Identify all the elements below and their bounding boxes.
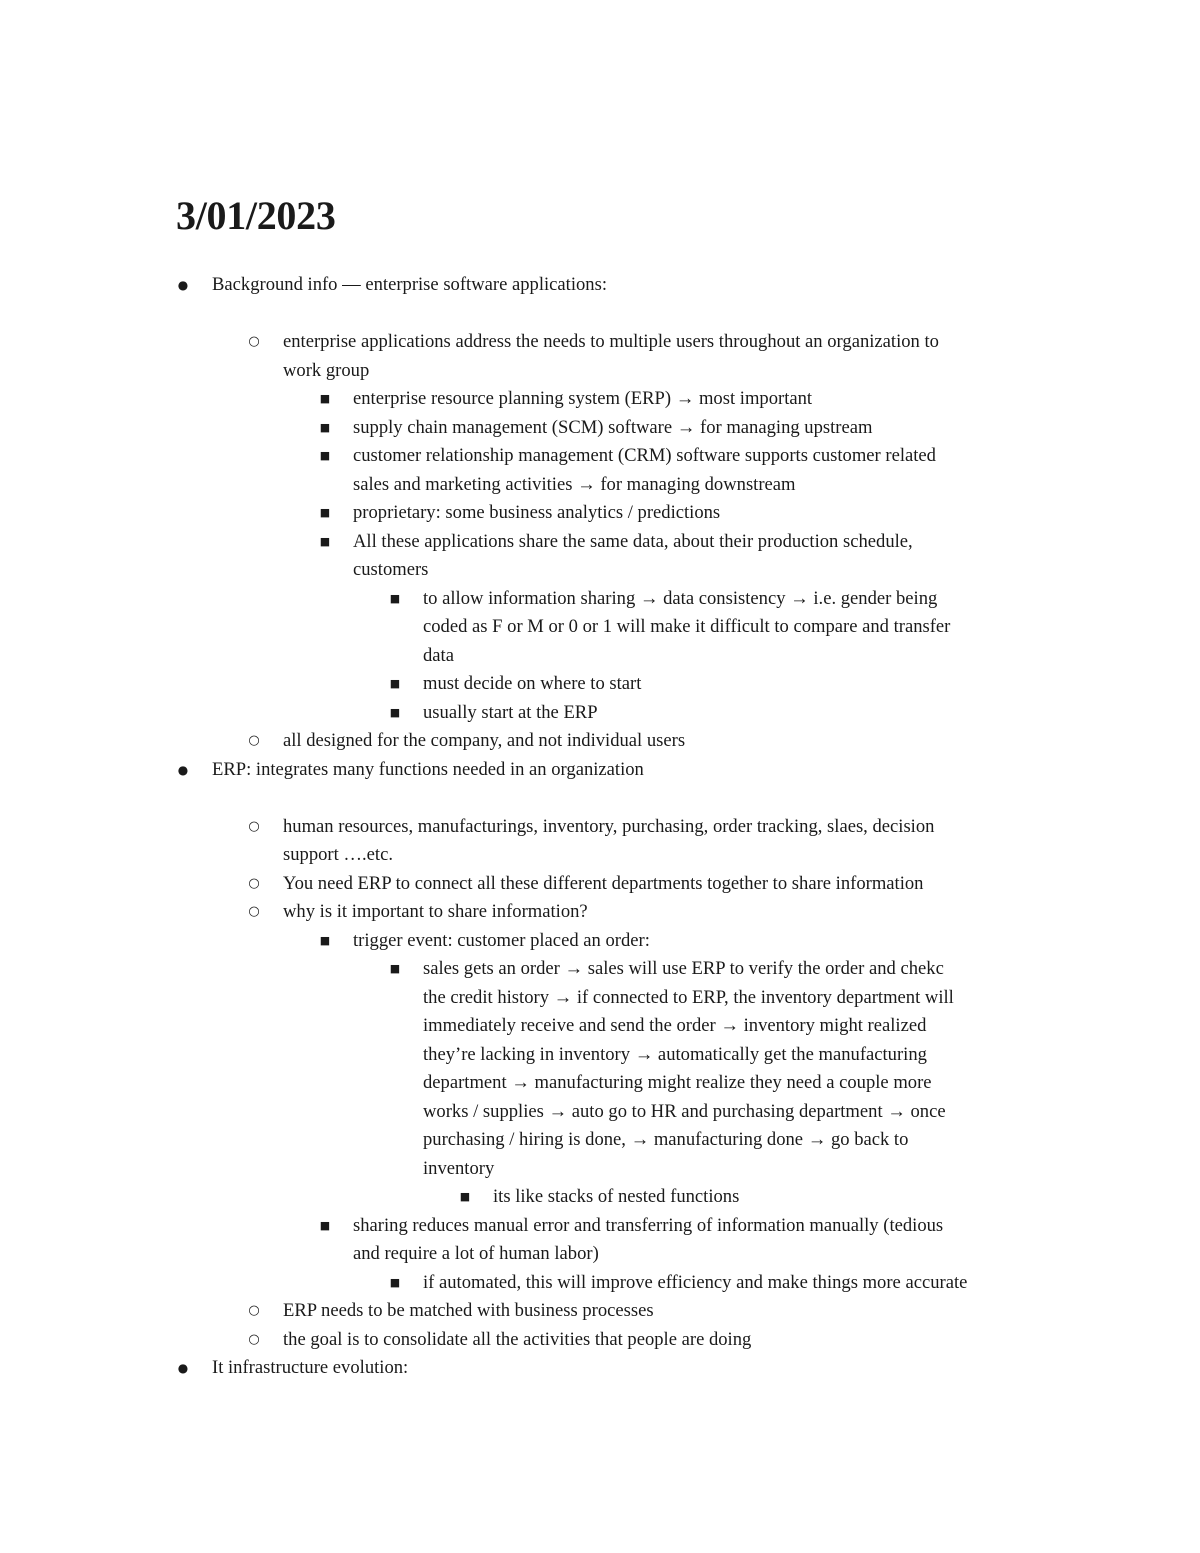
square-bullet-icon: ■ — [319, 933, 331, 947]
list-item-text: usually start at the ERP — [423, 701, 598, 723]
list-item — [0, 870, 1200, 899]
list-item — [0, 898, 1200, 927]
list-item-text: customer relationship management (CRM) software supports customer related — [353, 445, 936, 466]
list-item-text: if automated, this will improve efficiency and make things more accurate — [423, 1271, 968, 1293]
square-bullet-icon: ■ — [319, 420, 331, 434]
list-item-text: immediately receive and send the order → inventory might realized — [423, 1015, 927, 1036]
list-item — [0, 670, 1200, 699]
list-item — [0, 756, 1200, 785]
square-bullet-icon: ■ — [319, 449, 331, 462]
list-item-text: its like stacks of nested functions — [493, 1186, 740, 1207]
list-item — [0, 699, 1200, 728]
list-item — [0, 357, 1200, 386]
list-item — [0, 271, 1200, 300]
list-item-text: data — [423, 644, 454, 666]
list-item — [0, 1041, 1200, 1070]
list-item — [0, 328, 1200, 357]
list-item-text: all designed for the company, and not individual users — [283, 730, 686, 751]
blank-line — [0, 300, 1200, 329]
square-bullet-icon: ■ — [319, 1218, 331, 1232]
list-item-text: proprietary: some business analytics / predictions — [353, 502, 721, 523]
list-item — [0, 1269, 1200, 1298]
list-item — [0, 613, 1200, 642]
circle-bullet-icon: ○ — [248, 818, 260, 834]
list-item-text: ERP: integrates many functions needed in an organization — [212, 758, 644, 780]
square-bullet-icon: ■ — [459, 1190, 471, 1203]
list-item — [0, 1297, 1200, 1326]
list-item — [0, 1183, 1200, 1212]
list-item — [0, 927, 1200, 956]
list-item — [0, 1155, 1200, 1184]
list-item-text: supply chain management (SCM) software → for managing upstream — [353, 416, 873, 438]
list-item-text: sales gets an order → sales will use ERP to verify the order and chekc — [423, 958, 944, 979]
list-item-text: sales and marketing activities → for managing downstream — [353, 473, 796, 495]
list-item-text: It infrastructure evolution: — [212, 1357, 409, 1378]
list-item — [0, 813, 1200, 842]
list-item-text: they’re lacking in inventory → automatically get the manufacturing — [423, 1043, 927, 1065]
list-item-text: department → manufacturing might realize they need a couple more — [423, 1072, 932, 1093]
list-item-text: trigger event: customer placed an order: — [353, 929, 650, 951]
square-bullet-icon: ■ — [389, 962, 401, 975]
list-item — [0, 955, 1200, 984]
disc-bullet-icon: ● — [177, 278, 189, 292]
circle-bullet-icon: ○ — [248, 904, 260, 919]
list-item — [0, 556, 1200, 585]
list-item-text: customers — [353, 559, 429, 580]
notes-list — [0, 271, 1200, 1383]
list-item — [0, 1354, 1200, 1383]
square-bullet-icon: ■ — [389, 1275, 401, 1289]
list-item-text: why is it important to share information? — [283, 901, 588, 922]
list-item-text: You need ERP to connect all these different departments together to share information — [283, 872, 924, 894]
list-item — [0, 1212, 1200, 1241]
list-item — [0, 1240, 1200, 1269]
square-bullet-icon: ■ — [389, 591, 401, 605]
list-item-text: Background info — enterprise software applications: — [212, 274, 607, 295]
list-item — [0, 1069, 1200, 1098]
square-bullet-icon: ■ — [389, 705, 401, 719]
list-item — [0, 471, 1200, 500]
list-item-text: enterprise applications address the needs to multiple users throughout an organization to — [283, 331, 939, 352]
list-item — [0, 585, 1200, 614]
list-item-text: inventory — [423, 1157, 495, 1179]
list-item-text: the credit history → if connected to ERP, the inventory department will — [423, 986, 954, 1008]
list-item-text: support ….etc. — [283, 844, 393, 865]
circle-bullet-icon: ○ — [248, 875, 260, 891]
list-item-text: purchasing / hiring is done, → manufacturing done → go back to — [423, 1129, 909, 1150]
list-item-text: to allow information sharing → data consistency → i.e. gender being — [423, 587, 938, 609]
list-item-text: work group — [283, 359, 370, 381]
blank-line — [0, 784, 1200, 813]
list-item — [0, 1012, 1200, 1041]
circle-bullet-icon: ○ — [248, 1331, 260, 1347]
page-title: 3/01/2023 — [176, 193, 336, 238]
list-item — [0, 499, 1200, 528]
circle-bullet-icon: ○ — [248, 733, 260, 748]
list-item — [0, 1098, 1200, 1127]
square-bullet-icon: ■ — [319, 534, 331, 548]
list-item-text: ERP needs to be matched with business processes — [283, 1300, 654, 1321]
list-item-text: enterprise resource planning system (ERP) → most important — [353, 388, 813, 409]
square-bullet-icon: ■ — [319, 506, 331, 519]
list-item-text: and require a lot of human labor) — [353, 1243, 599, 1264]
list-item — [0, 984, 1200, 1013]
list-item-text: human resources, manufacturings, inventory, purchasing, order tracking, slaes, decision — [283, 815, 935, 837]
list-item — [0, 414, 1200, 443]
disc-bullet-icon: ● — [177, 1361, 189, 1375]
list-item-text: sharing reduces manual error and transferring of information manually (tedious — [353, 1214, 944, 1236]
list-item-text: works / supplies → auto go to HR and purchasing department → once — [423, 1100, 946, 1122]
list-item-text: must decide on where to start — [423, 673, 642, 694]
list-item — [0, 1126, 1200, 1155]
list-item — [0, 385, 1200, 414]
list-item — [0, 727, 1200, 756]
circle-bullet-icon: ○ — [248, 334, 260, 349]
square-bullet-icon: ■ — [389, 677, 401, 690]
list-item — [0, 841, 1200, 870]
circle-bullet-icon: ○ — [248, 1303, 260, 1318]
square-bullet-icon: ■ — [319, 392, 331, 405]
list-item — [0, 528, 1200, 557]
list-item — [0, 1326, 1200, 1355]
disc-bullet-icon: ● — [177, 762, 189, 777]
list-item — [0, 642, 1200, 671]
list-item-text: All these applications share the same data, about their production schedule, — [353, 530, 913, 552]
list-item-text: the goal is to consolidate all the activities that people are doing — [283, 1328, 752, 1350]
list-item-text: coded as F or M or 0 or 1 will make it difficult to compare and transfer — [423, 616, 951, 637]
list-item — [0, 442, 1200, 471]
